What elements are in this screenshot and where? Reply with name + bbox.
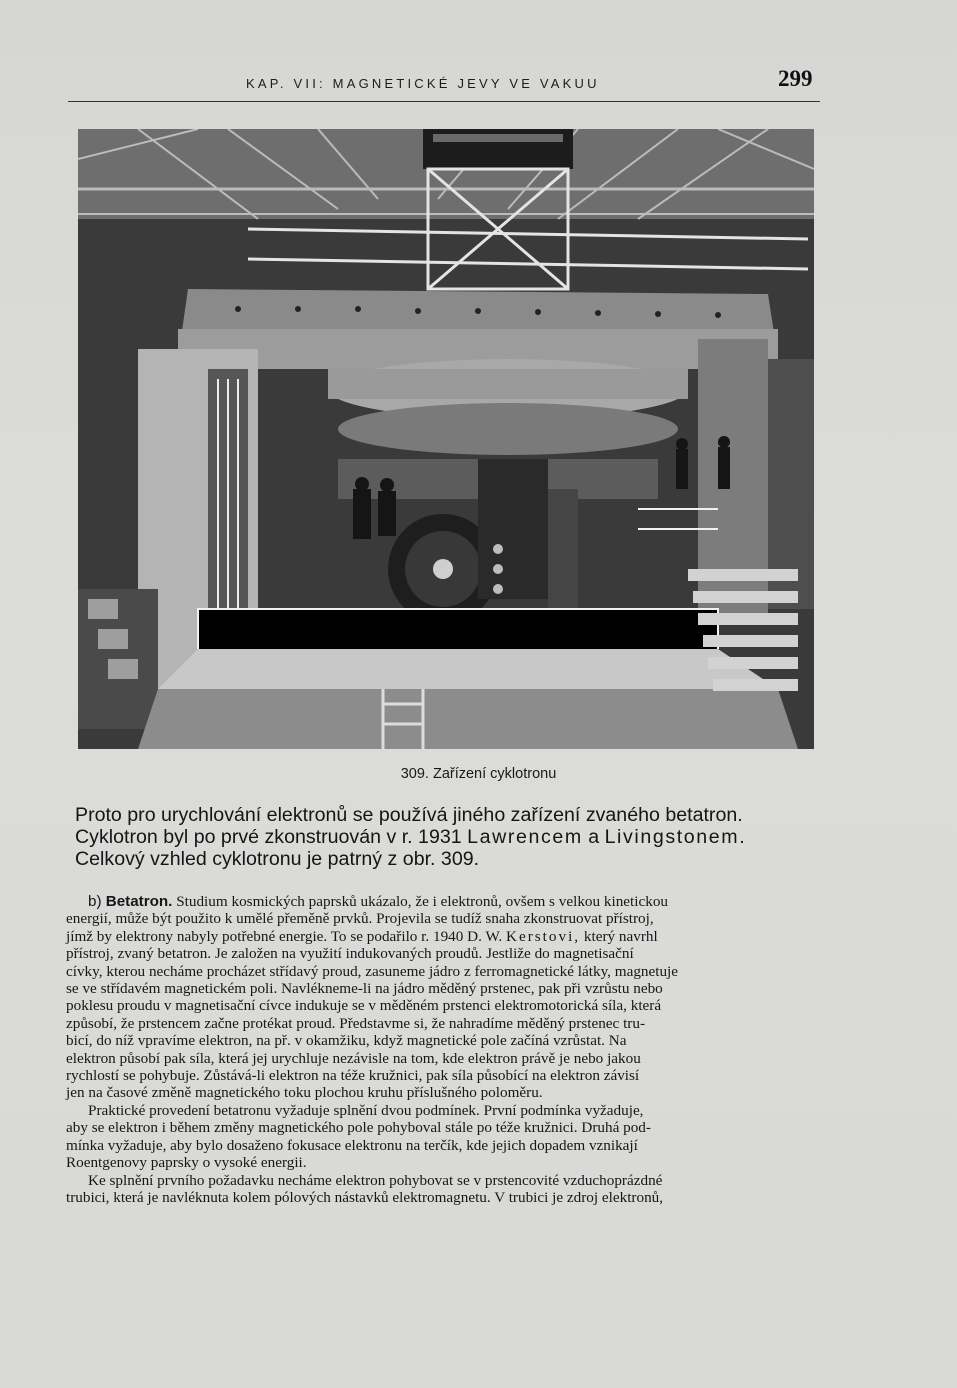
text-line: aby se elektron i během změny magnetického pole pohyboval stále po téže kružnici. Druhá pod-: [66, 1119, 651, 1137]
paragraph-betatron: [66, 893, 826, 1102]
text-line: bicí, do níž vpravíme elektron, na př. v okamžiku, když magnetické pole začíná vzrůstat. Na: [66, 1032, 627, 1050]
paragraph-first-requirement: [66, 1172, 826, 1207]
lead-paragraph: [75, 804, 823, 870]
running-head: KAP. VII: MAGNETICKÉ JEVY VE VAKUU: [246, 76, 600, 91]
text-line: energií, může být použito k umělé přeměně prvků. Projevila se tudíž snaha zkonstruovat přístroj,: [66, 910, 654, 928]
text-line: cívky, kterou necháme procházet střídavý proud, zasuneme jádro z ferromagnetické látky, magnetuje: [66, 962, 679, 980]
cyclotron-photo-illustration: [78, 129, 814, 749]
lead-line: Celkový vzhled cyklotronu je patrný z obr. 309.: [75, 848, 480, 870]
text-line: způsobí, že prstencem začne protékat proud. Představme si, že nahradíme měděný prstenec tru-: [66, 1014, 646, 1032]
kerst-name: Kerstovi,: [506, 927, 581, 945]
text-line: trubici, která je navléknuta kolem pólových nástavků elektromagnetu. V trubici je zdroj elektronů,: [66, 1188, 664, 1206]
body-text: [66, 893, 826, 1206]
text-line: poklesu proudu v magnetisační cívce indukuje se v měděném prstenci elektromotorická síla, která: [66, 997, 662, 1015]
paragraph-conditions: [66, 1102, 826, 1172]
text-line: přístroj, zvaný betatron. Je založen na využití indukovaných proudů. Jestliže do magnetisační: [66, 945, 634, 963]
livingston-name: Livingstonem.: [604, 826, 747, 848]
page-number: 299: [778, 66, 813, 91]
text-line: mínka vyžaduje, aby bylo dosaženo fokusace elektronu na terčík, kde jejich dopadem vznikají: [66, 1136, 638, 1154]
lead-line: Proto pro urychlování elektronů se používá jiného zařízení zvaného betatron.: [75, 804, 743, 826]
text-line: jímž by elektrony nabyly potřebné energie. To se podařilo r. 1940 D. W. Kerstovi, který navrhl: [66, 927, 658, 945]
text-line: Roentgenovy paprsky o vysoké energii.: [66, 1154, 307, 1172]
cyclotron-photograph: [78, 129, 814, 749]
text-line: jen na časové změně magnetického toku plochou kruhu příslušného poloměru.: [66, 1084, 543, 1102]
text-line: se ve střídavém magnetickém poli. Navlékneme-li na jádro měděný prstenec, pak při vzrůstu nebo: [66, 980, 663, 998]
section-heading-betatron: Betatron.: [105, 893, 173, 910]
lawrence-name: Lawrencem: [467, 826, 583, 848]
header-rule: [68, 101, 820, 102]
text-line: elektron působí pak síla, která jej urychluje nezávisle na tom, kde elektron právě je nebo jakou: [66, 1049, 641, 1067]
text-line: Praktické provedení betatronu vyžaduje splnění dvou podmínek. První podmínka vyžaduje,: [88, 1101, 644, 1119]
text-line: b) Betatron. Studium kosmických paprsků ukázalo, že i elektronů, ovšem s velkou kinetickou: [88, 893, 669, 910]
text-line: rychlostí se pohybuje. Zůstává-li elektron na téže kružnici, pak síla působící na elektron závisí: [66, 1067, 640, 1085]
lead-line: Cyklotron byl po prvé zkonstruován v r. 1931 Lawrencem a Livingstonem.: [75, 826, 747, 848]
text-line: Ke splnění prvního požadavku necháme elektron pohybovat se v prstencovité vzduchoprázdné: [88, 1171, 663, 1189]
figure-caption: 309. Zařízení cyklotronu: [400, 766, 557, 782]
